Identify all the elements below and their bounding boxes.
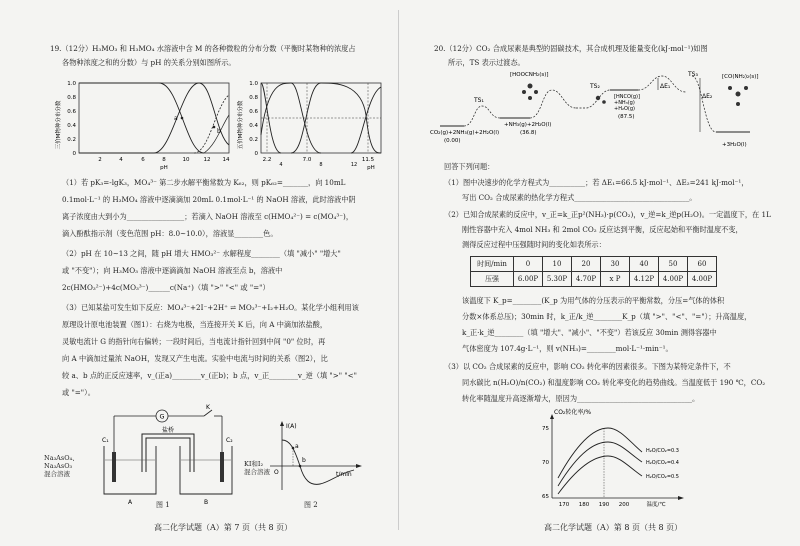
q19-3-line2: 原理设计原电池装置（图1）：右烧为电极，当连接开关 K 后，向 A 中滴加浓盐酸， [62, 320, 328, 329]
q20-3-line2: 同水碳比 n(H₂O)/n(CO₂) 和温度影响 CO₂ 转化率变化的趋势曲线。当温度低于 190 ℃，CO₂ [462, 378, 766, 387]
q19-2-line2: 或 "不变"）；向 H₃MO₃ 溶液中逐滴滴加 NaOH 溶液至点 b，溶液中 [62, 266, 283, 275]
svg-text:4: 4 [279, 162, 283, 168]
table-row: 压强 6.00P 5.30P 4.70P x P 4.12P 4.00P 4.00P [471, 272, 717, 287]
svg-text:a: a [295, 443, 299, 450]
fig2-xlabel: t/min [336, 471, 352, 478]
svg-text:[HNCO(g)]: [HNCO(g)] [614, 94, 640, 100]
q20-2b-line1: 该温度下 K_p=________(K_p 为用气体的分压表示的平衡常数，分压=气体的体积 [462, 296, 725, 305]
svg-text:8: 8 [162, 157, 166, 163]
figure-1-cell [94, 402, 244, 514]
page-7-footer: 高二化学试题（A）第 7 页（共 8 页） [154, 523, 293, 532]
svg-text:+NH₃(g)+2H₂O(l): +NH₃(g)+2H₂O(l) [504, 122, 552, 128]
svg-text:2.2: 2.2 [262, 157, 272, 163]
series-0.4 [558, 442, 642, 486]
reactants-label: CO₂(g)+2NH₃(g)+2H₂O(l) [430, 130, 500, 136]
q19-3-line3: 灵敏电流计 G 的指针向右偏转；一段时间后，当电流计指针回到中间 "0" 位时，再 [62, 337, 326, 346]
svg-text:11.5: 11.5 [361, 157, 375, 163]
svg-text:0: 0 [254, 151, 258, 157]
answer-prompt: 回答下列问题： [444, 162, 495, 171]
svg-text:(0.00): (0.00) [444, 138, 461, 144]
q20-3-line3: 转化率随温度升高逐渐增大，原因为________________________________。 [462, 394, 700, 403]
svg-text:7.0: 7.0 [302, 157, 312, 163]
svg-text:0.2: 0.2 [67, 137, 76, 143]
svg-text:b: b [302, 457, 306, 464]
salt-bridge-label: 盐桥 [161, 427, 175, 434]
svg-text:0.4: 0.4 [249, 123, 258, 129]
q20-intro-line1: 20.（12分）CO₂ 合成尿素是典型的固碳技术，其合成机理及能量变化(kJ·mol⁻¹)如图 [434, 44, 708, 53]
svg-text:C₂: C₂ [226, 437, 233, 444]
q19-1-line4: 滴入酚酞指示剂（变色范围 pH：8.0~10.0），溶液显________色。 [62, 229, 278, 238]
q19-2-line1: （2）pH 在 10~13 之间，随 pH 增大 HMO₃²⁻ 水解程度________（填 "减小" "增大" [62, 249, 341, 258]
q20-1-line1: （1）图中决速步的化学方程式为__________；若 ΔE₁=66.5 kJ·mol⁻¹、ΔE₂=241 kJ·mol⁻¹， [444, 178, 749, 187]
svg-text:0.8: 0.8 [67, 95, 76, 101]
q20-2-line2: 刚性容器中充入 4mol NH₃ 和 2mol CO₂ 反应达到平衡，反应起始和平衡时温度不变， [462, 225, 743, 234]
page-8 [404, 0, 794, 546]
svg-text:A: A [127, 499, 133, 506]
legend-0.4: H₂O/CO₂=0.4 [646, 460, 679, 466]
q20-2b-line4: 气体密度为 107.4g·L⁻¹，则 v(NH₃)=________mol·L⁻¹·min⁻¹。 [462, 344, 673, 353]
svg-text:4: 4 [119, 157, 123, 163]
svg-text:+NH₃(g): +NH₃(g) [614, 100, 635, 106]
svg-text:1.0: 1.0 [249, 81, 258, 87]
de1-label: ΔE₁ [660, 83, 671, 90]
svg-text:2: 2 [98, 157, 102, 163]
q19-intro-line2: 各物种浓度之和的分数）与 pH 的关系分别如图所示。 [62, 58, 236, 67]
q19-intro-line1: 19.（12分）H₃MO₃ 和 H₃MO₄ 水溶液中含 M 的各种微粒的分布分数（平衡时某物种的浓度占 [50, 44, 356, 53]
svg-text:65: 65 [542, 494, 549, 500]
series-0.3 [558, 428, 642, 478]
q19-3-line6: 或 "="）。 [62, 388, 95, 397]
q19-2-line3: 2c(HMO₃²⁻)+4c(MO₃³⁻)______c(Na⁺)（填 ">" "<" 或 "="） [62, 283, 270, 292]
graph2-ylabel: 五价M物种分布分数 [238, 100, 244, 150]
svg-text:1.0: 1.0 [67, 81, 76, 87]
q20-2b-line2: 分数×体系总压)；30min 时，k_正/k_逆________K_p（填 ">"、"<"、"="）；升高温度， [462, 312, 752, 321]
intermediate-label: [HOOCNH₂(s)] [510, 72, 549, 78]
ts1-label: TS₁ [474, 97, 484, 104]
svg-text:200: 200 [618, 502, 630, 508]
urea-label: [CO(NH₂)₂(s)] [722, 74, 759, 80]
q19-3-line5: 较 a、b 点的正反应速率，v_(正a)________v_(正b)；b 点，v_正________v_逆（填 ">" "<" [62, 371, 357, 380]
ts2-label: TS₂ [590, 83, 600, 90]
table-header-row: 时间/min 0 10 20 30 40 50 60 [471, 257, 717, 272]
switch-k-label: K [206, 404, 210, 411]
svg-text:C₁: C₁ [102, 437, 109, 444]
svg-text:8: 8 [319, 162, 323, 168]
distribution-graph-trivalent [54, 75, 234, 170]
energy-profile-diagram [430, 68, 770, 158]
svg-text:75: 75 [542, 426, 549, 432]
q20-intro-line2: 所示，TS 表示过渡态。 [448, 58, 525, 67]
right-solution-label: KI和I₂ 混合溶液 [244, 460, 270, 476]
svg-text:(87.5): (87.5) [618, 114, 635, 120]
svg-text:180: 180 [578, 502, 590, 508]
q19-3-line1: （3）已知某盐可发生如下反应：MO₄³⁻+2I⁻+2H⁺ ⇌ MO₃³⁻+I₂+H₂O。某化学小组利用该 [62, 303, 359, 312]
svg-text:12: 12 [350, 162, 358, 168]
co2-conversion-chart [520, 406, 700, 514]
left-solution-label: Na₃AsO₄、 Na₃AsO₃ 混合溶液 [44, 454, 79, 478]
svg-text:6: 6 [141, 157, 145, 163]
q20-2-line3: 测得反应过程中压强随时间的变化如表所示： [462, 240, 606, 249]
svg-text:温度/℃: 温度/℃ [646, 502, 666, 508]
galvanometer-label: G [159, 412, 165, 421]
svg-text:0.6: 0.6 [249, 109, 258, 115]
svg-text:10: 10 [182, 157, 190, 163]
svg-text:0.2: 0.2 [249, 137, 258, 143]
svg-text:12: 12 [203, 157, 211, 163]
svg-text:0: 0 [72, 151, 76, 157]
svg-text:0.8: 0.8 [249, 95, 258, 101]
q19-1-line3: 离子浓度由大到小为________________；若滴入 NaOH 溶液至 c(HMO₄²⁻) = c(MO₄³⁻)， [62, 212, 354, 221]
legend-0.3: H₂O/CO₂=0.3 [646, 448, 679, 454]
svg-text:+H₂O(g): +H₂O(g) [614, 106, 635, 112]
q20-2-line1: （2）已知合成尿素的反应中，v_正=k_正p²(NH₃)·p(CO₂)，v_逆=k_逆p(H₂O)。一定温度下，在 1L [444, 210, 771, 219]
q19-1-line2: 0.1mol·L⁻¹ 的 H₃MO₄ 溶液中逐滴滴加 20mL 0.1mol·L⁻¹ 的 NaOH 溶液，此时溶液中阴 [62, 195, 356, 204]
point-a: a [174, 115, 178, 122]
figure-2-current-time [266, 418, 366, 498]
q19-3-line4: 向 A 中滴加过量浓 NaOH，发现又产生电流。实验中电流与时间的关系（图2），比 [62, 354, 328, 363]
svg-text:pH: pH [160, 165, 168, 170]
svg-text:+3H₂O(l): +3H₂O(l) [722, 142, 747, 148]
q20-2b-line3: k_正·k_逆________（填 "增大"、"减小"、"不变"）若该反应 30min 测得容器中 [462, 328, 717, 337]
graph1-ylabel: 三价M物种分布分数 [56, 100, 62, 150]
fig1-caption: 图 1 [156, 501, 170, 509]
svg-text:pH: pH [367, 165, 375, 170]
page-8-footer: 高二化学试题（A）第 8 页（共 8 页） [544, 523, 683, 532]
svg-text:190: 190 [598, 502, 610, 508]
distribution-graph-pentavalent [236, 75, 386, 170]
svg-text:0.6: 0.6 [67, 109, 76, 115]
fig2-ylabel: I(A) [286, 423, 297, 430]
svg-text:B: B [203, 499, 209, 506]
svg-text:O: O [274, 469, 279, 476]
legend-0.5: H₂O/CO₂=0.5 [646, 474, 679, 480]
svg-text:70: 70 [542, 460, 549, 466]
ts3-label: TS₃ [688, 71, 698, 78]
q19-1-line1: （1）若 pK₃=-lgK₃，MO₄³⁻ 第二步水解平衡常数为 K₆₂，则 pK₆₂=_______，向 10mL [62, 178, 346, 187]
svg-text:(36.8): (36.8) [520, 130, 537, 136]
pressure-time-table [470, 256, 717, 287]
q20-1-line2: 写出 CO₂ 合成尿素的热化学方程式________________________________。 [462, 193, 697, 202]
de2-label: ΔE₂ [702, 93, 713, 100]
fig2-caption: 图 2 [304, 501, 318, 509]
series-0.5 [558, 456, 642, 494]
svg-text:170: 170 [558, 502, 570, 508]
conv-ylabel: CO₂转化率/% [554, 409, 592, 416]
svg-text:14: 14 [222, 157, 230, 163]
svg-text:0.4: 0.4 [67, 123, 76, 129]
point-b: b [217, 128, 221, 135]
q20-3-line1: （3）以 CO₂ 合成尿素的反应中，影响 CO₂ 转化率的因素很多。下图为某特定条件下，不 [444, 362, 731, 371]
page-divider [398, 10, 399, 530]
page-7 [4, 0, 394, 546]
